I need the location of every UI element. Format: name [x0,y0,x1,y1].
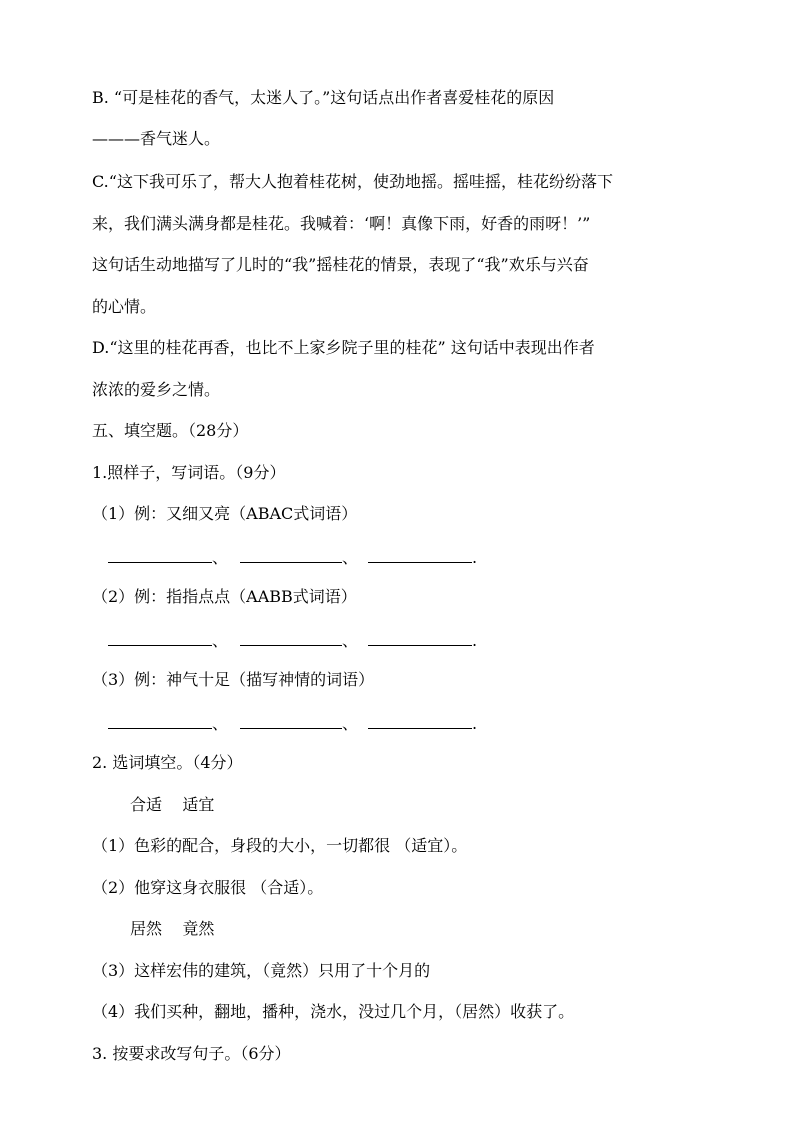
q2-sentence-3: （3）这样宏伟的建筑，（竟然）只用了十个月的 [92,961,431,980]
separator: 、 [212,548,229,567]
question-2-title: 2. 选词填空。（4分） [92,753,243,772]
option-c-line-4: 的心情。 [92,297,157,316]
q1-answer-row-3 [108,712,477,734]
option-d-line-1: D.“这里的桂花再香，也比不上家乡院子里的桂花” 这句话中表现出作者 [92,338,595,357]
option-c-line-1: C.“这下我可乐了，帮大人抱着桂花树，使劲地摇。摇哇摇，桂花纷纷落下 [92,172,613,191]
option-b-line-1: B. “可是桂花的香气，太迷人了。”这句话点出作者喜爱桂花的原因 [92,88,555,107]
answer-blank[interactable] [240,712,342,729]
option-b-line-2: ———香气迷人。 [92,129,221,148]
answer-blank[interactable] [108,629,212,646]
q2-sentence-2: （2）他穿这身衣服很 （合适）。 [92,878,324,897]
answer-blank[interactable] [108,546,212,563]
q1-example-3: （3）例：神气十足（描写神情的词语） [92,670,375,689]
q1-answer-row-1 [108,546,477,568]
q2-sentence-4: （4）我们买种，翻地，播种，浇水，没过几个月，（居然）收获了。 [92,1002,575,1021]
answer-blank[interactable] [240,629,342,646]
end-mark: . [472,714,478,733]
separator: 、 [212,714,229,733]
q1-example-1: （1）例：又细又亮（ABAC式词语） [92,504,358,523]
option-c-line-3: 这句话生动地描写了儿时的“我”摇桂花的情景，表现了“我”欢乐与兴奋 [92,255,589,274]
word-choice-2: 居然 竟然 [130,919,215,938]
word-choice-1: 合适 适宜 [130,795,215,814]
answer-blank[interactable] [368,546,472,563]
q1-answer-row-2 [108,629,477,651]
end-mark: . [472,631,478,650]
separator: 、 [342,714,359,733]
answer-blank[interactable] [240,546,342,563]
separator: 、 [212,631,229,650]
end-mark: . [472,548,478,567]
option-d-line-2: 浓浓的爱乡之情。 [92,380,221,399]
question-3-title: 3. 按要求改写句子。（6分） [92,1044,291,1063]
answer-blank[interactable] [108,712,212,729]
separator: 、 [342,631,359,650]
answer-blank[interactable] [368,712,472,729]
section-five-heading: 五、填空题。（28分） [92,421,249,440]
separator: 、 [342,548,359,567]
question-1-title: 1.照样子，写词语。（9分） [92,463,286,482]
answer-blank[interactable] [368,629,472,646]
q1-example-2: （2）例：指指点点（AABB式词语） [92,587,357,606]
option-c-line-2: 来，我们满头满身都是桂花。我喊着：‘啊！真像下雨，好香的雨呀！’” [92,214,591,233]
q2-sentence-1: （1）色彩的配合，身段的大小，一切都很 （适宜）。 [92,836,468,855]
